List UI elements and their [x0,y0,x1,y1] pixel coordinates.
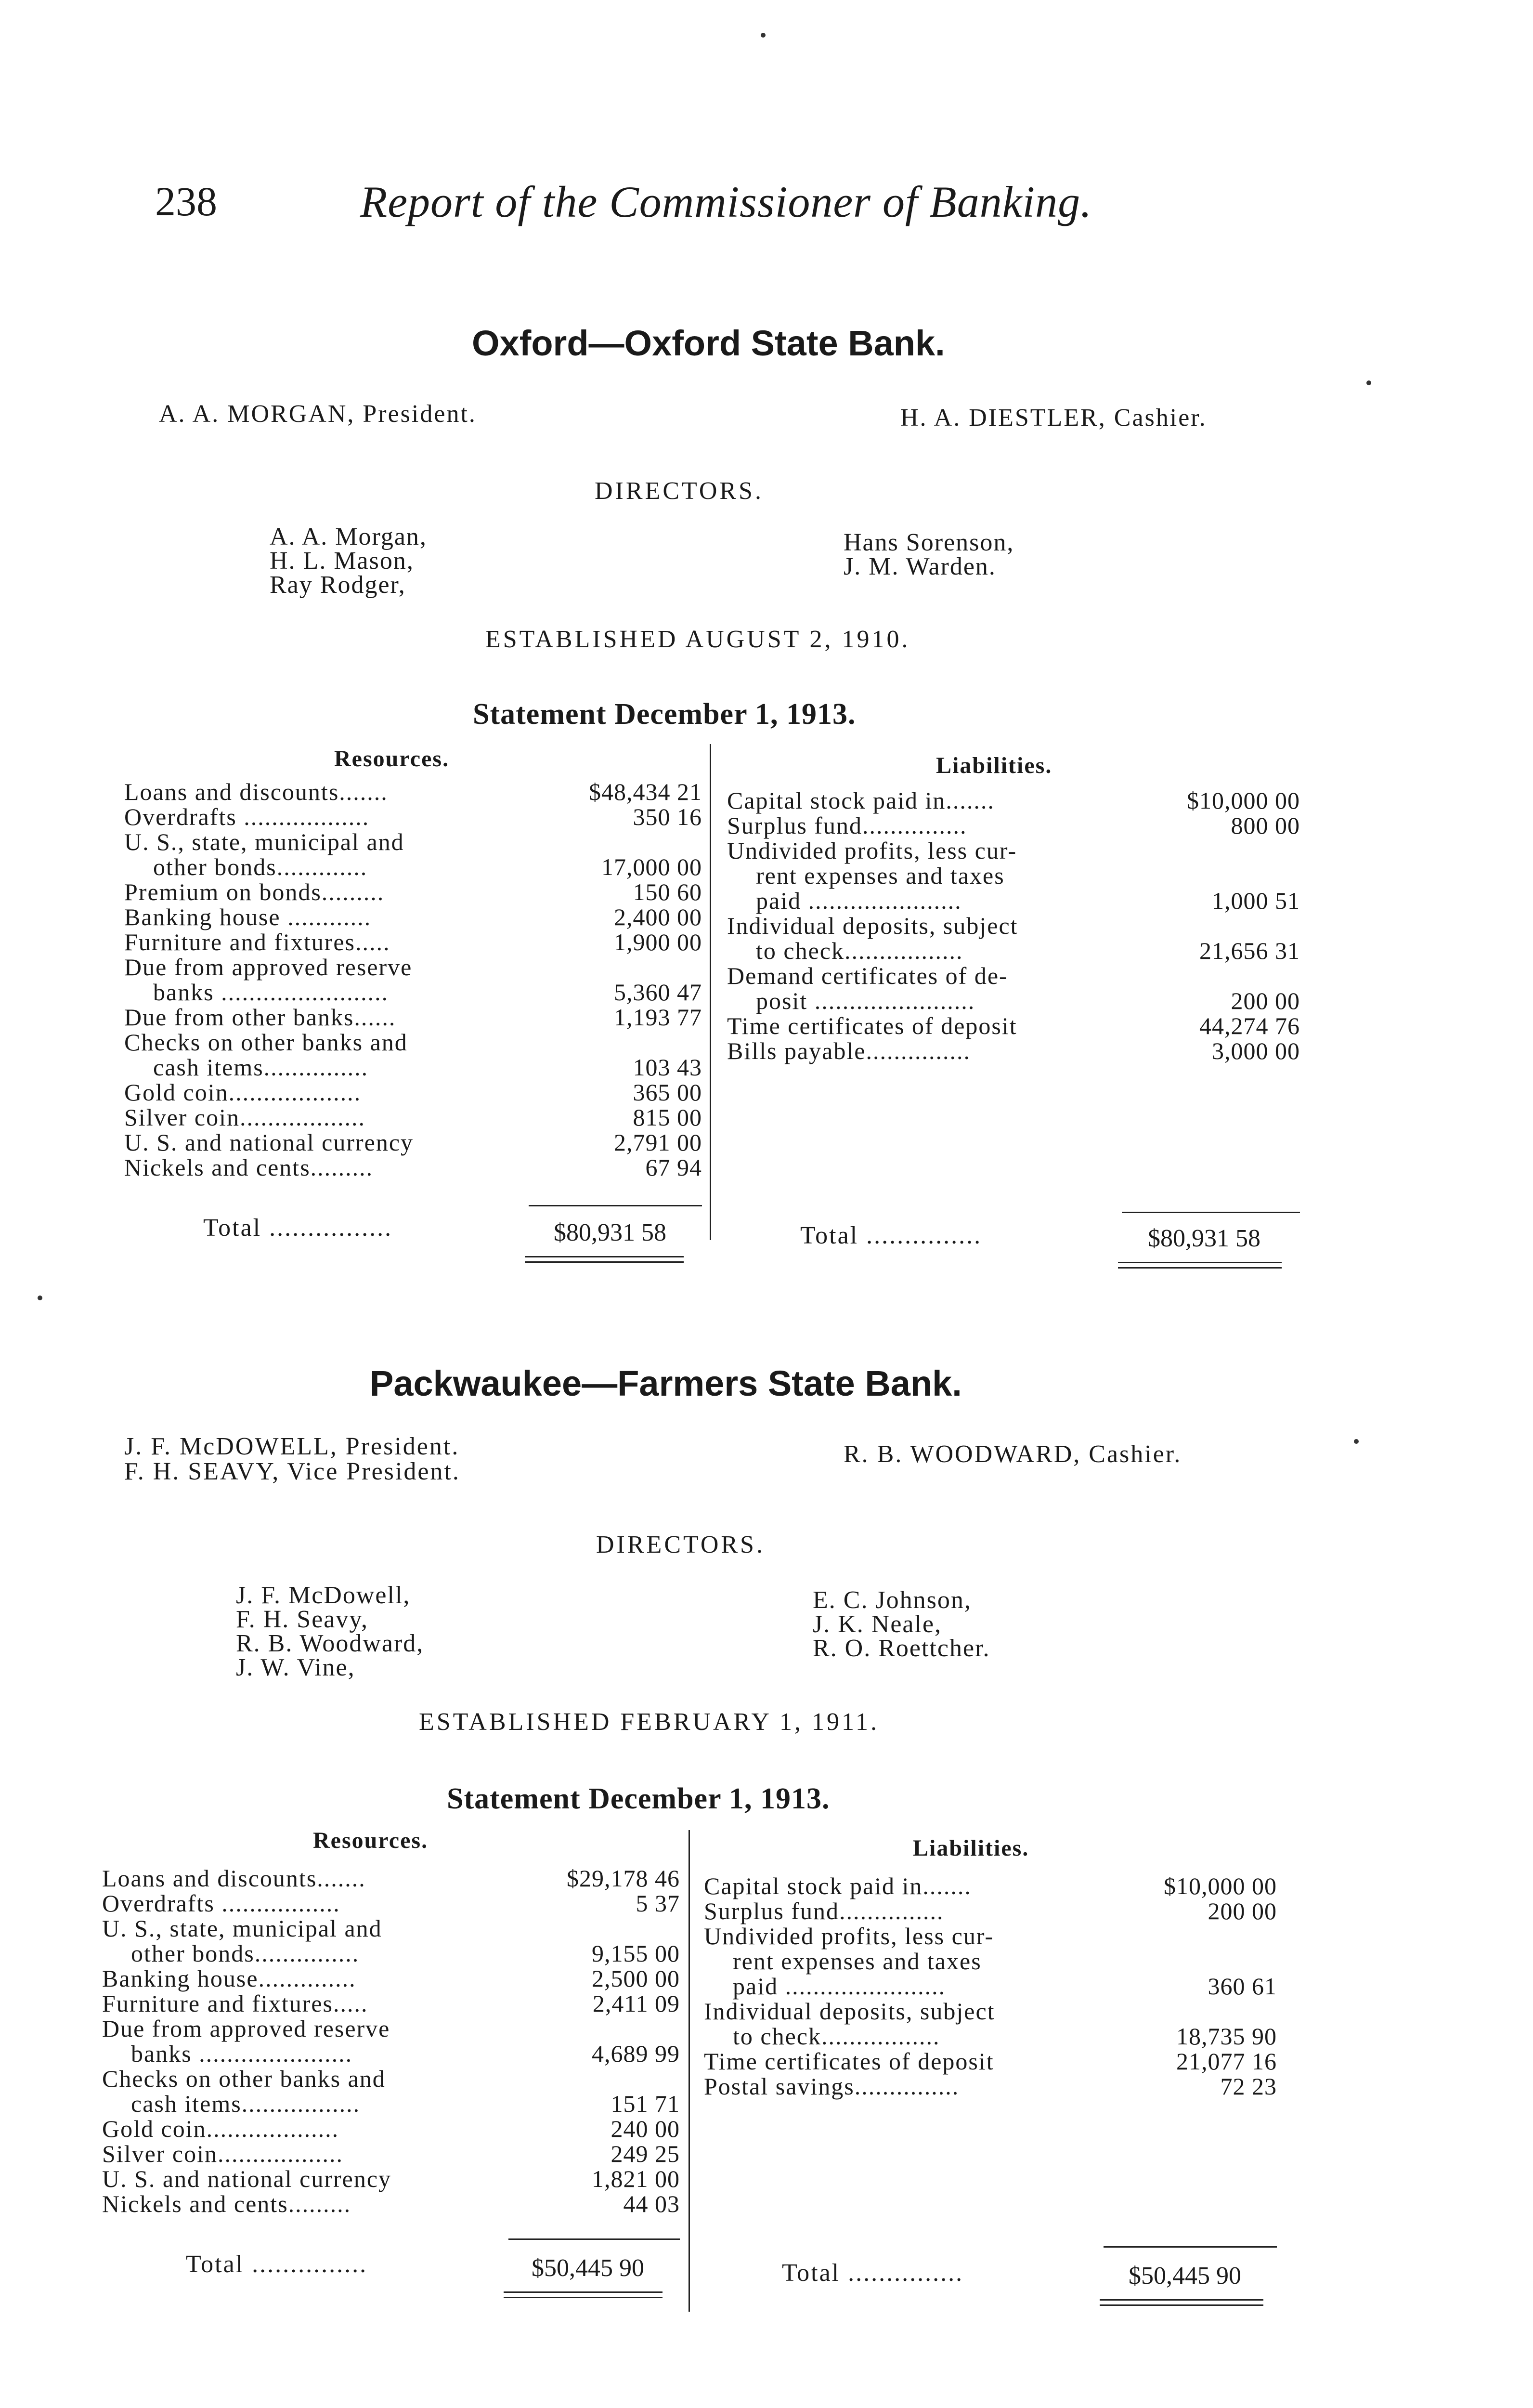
liabilities-heading: Liabilities. [913,1835,1029,1861]
directors-heading: DIRECTORS. [595,477,764,505]
page-number: 238 [155,178,217,224]
resources-total: $50,445 90 [532,2254,644,2282]
column-divider [710,744,711,1240]
director-name: Hans Sorenson, [844,529,1014,556]
resource-row: cash items............... 103 43 [153,1054,702,1081]
subtotal-rule [508,2238,680,2240]
resource-row: Loans and discounts....... $48,434 21 [124,778,702,805]
bank-title: Oxford—Oxford State Bank. [472,323,945,363]
director-name: R. B. Woodward, [236,1630,424,1657]
resource-row: Due from approved reserve [124,954,413,981]
officer-president: J. F. McDOWELL, President. [124,1433,460,1460]
resource-row: Furniture and fixtures..... 1,900 00 [124,929,702,955]
liability-row: Postal savings............... 72 23 [704,2073,1277,2100]
director-name: F. H. Seavy, [236,1606,369,1633]
resource-row: U. S., state, municipal and [102,1915,382,1942]
resources-heading: Resources. [313,1828,429,1853]
director-name: J. M. Warden. [844,553,996,580]
officer-president: A. A. MORGAN, President. [159,400,477,428]
resource-row: Checks on other banks and [102,2065,386,2092]
double-rule [1100,2299,1263,2306]
liability-row: Surplus fund............... 800 00 [727,812,1300,839]
resource-row: Nickels and cents......... 67 94 [124,1154,702,1181]
resource-row: U. S., state, municipal and [124,828,404,855]
liability-row: to check................. 21,656 31 [756,937,1300,964]
subtotal-rule [529,1205,702,1206]
director-name: J. F. McDowell, [236,1582,411,1609]
running-title: Report of the Commissioner of Banking. [360,177,1092,226]
liability-row: Time certificates of deposit 21,077 16 [704,2048,1277,2075]
resource-row: other bonds............. 17,000 00 [153,853,702,880]
liabilities-total-label: Total ............... [782,2259,964,2287]
liability-row: Individual deposits, subject [727,912,1018,939]
resource-row: Gold coin................... 365 00 [124,1079,702,1106]
resource-row: Due from approved reserve [102,2015,390,2042]
director-name: E. C. Johnson, [813,1586,972,1614]
liability-row: Bills payable............... 3,000 00 [727,1037,1300,1064]
liability-row: to check................. 18,735 90 [733,2023,1277,2050]
print-speck [761,33,766,38]
statement-title: Statement December 1, 1913. [473,698,856,731]
resource-row: Silver coin.................. 249 25 [102,2140,680,2167]
resources-total-label: Total ................ [203,1214,393,1242]
resource-row: Due from other banks...... 1,193 77 [124,1004,702,1031]
liability-row: Capital stock paid in....... $10,000 00 [727,787,1300,814]
resource-row: Checks on other banks and [124,1029,408,1056]
statement-title: Statement December 1, 1913. [447,1782,830,1815]
resource-row: U. S. and national currency 1,821 00 [102,2165,680,2192]
liability-row: Demand certificates of de- [727,962,1008,989]
resource-row: banks ...................... 4,689 99 [131,2040,680,2067]
resources-total: $80,931 58 [554,1219,666,1246]
resource-row: Premium on bonds......... 150 60 [124,878,702,905]
liabilities-table [727,788,1300,1063]
resources-table [102,1866,680,2216]
resource-row: Nickels and cents......... 44 03 [102,2190,680,2217]
double-rule [504,2291,663,2298]
directors-left-list [236,1584,424,1680]
liability-row: Capital stock paid in....... $10,000 00 [704,1872,1277,1899]
resource-row: Banking house ............ 2,400 00 [124,903,702,930]
resource-row: cash items................. 151 71 [131,2090,680,2117]
liability-row: paid ...................... 1,000 51 [756,887,1300,914]
liability-row: paid ....................... 360 61 [733,1973,1277,2000]
resource-row: other bonds............... 9,155 00 [131,1940,680,1967]
resource-row: Banking house.............. 2,500 00 [102,1965,680,1992]
resource-row: Overdrafts .................. 350 16 [124,803,702,830]
liabilities-table [704,1873,1277,2099]
director-name: Ray Rodger, [270,571,406,599]
directors-left-list [270,525,427,597]
resource-row: Gold coin................... 240 00 [102,2115,680,2142]
liability-row: rent expenses and taxes [756,862,1005,889]
director-name: H. L. Mason, [270,547,414,575]
bank-title: Packwaukee—Farmers State Bank. [370,1363,962,1403]
established-date: ESTABLISHED AUGUST 2, 1910. [485,626,910,653]
directors-right-list [844,531,1014,579]
resource-row: Overdrafts ................. 5 37 [102,1890,680,1917]
liabilities-total: $50,445 90 [1129,2262,1241,2290]
liability-row: Undivided profits, less cur- [704,1923,994,1950]
director-name: A. A. Morgan, [270,523,427,550]
liability-row: rent expenses and taxes [733,1948,982,1975]
director-name: J. W. Vine, [236,1654,355,1681]
resource-row: U. S. and national currency 2,791 00 [124,1129,702,1156]
subtotal-rule [1122,1212,1300,1213]
print-speck [38,1296,42,1300]
resource-row: Furniture and fixtures..... 2,411 09 [102,1990,680,2017]
liability-row: Undivided profits, less cur- [727,837,1017,864]
officers-left-list [124,1434,460,1484]
directors-right-list [813,1588,990,1661]
liabilities-heading: Liabilities. [936,753,1052,778]
resources-heading: Resources. [334,746,450,772]
liability-row: Surplus fund............... 200 00 [704,1898,1277,1924]
liabilities-total-label: Total ............... [800,1222,982,1249]
officer-vice-president: F. H. SEAVY, Vice President. [124,1458,460,1485]
director-name: R. O. Roettcher. [813,1635,990,1662]
double-rule [1118,1262,1282,1269]
director-name: J. K. Neale, [813,1610,942,1638]
double-rule [525,1256,684,1263]
liabilities-total: $80,931 58 [1148,1225,1260,1252]
resources-table [124,779,702,1180]
resource-row: Loans and discounts....... $29,178 46 [102,1865,680,1892]
directors-heading: DIRECTORS. [596,1531,765,1558]
print-speck [1366,380,1371,385]
liability-row: Time certificates of deposit 44,274 76 [727,1012,1300,1039]
officer-cashier: H. A. DIESTLER, Cashier. [900,404,1207,432]
subtotal-rule [1104,2246,1277,2248]
liability-row: Individual deposits, subject [704,1998,995,2025]
established-date: ESTABLISHED FEBRUARY 1, 1911. [419,1708,880,1736]
resource-row: banks ........................ 5,360 47 [153,979,702,1006]
column-divider [689,1830,690,2312]
resource-row: Silver coin.................. 815 00 [124,1104,702,1131]
officer-cashier: R. B. WOODWARD, Cashier. [844,1440,1182,1468]
liability-row: posit ....................... 200 00 [756,987,1300,1014]
resources-total-label: Total ............... [186,2251,368,2278]
print-speck [1354,1439,1359,1444]
